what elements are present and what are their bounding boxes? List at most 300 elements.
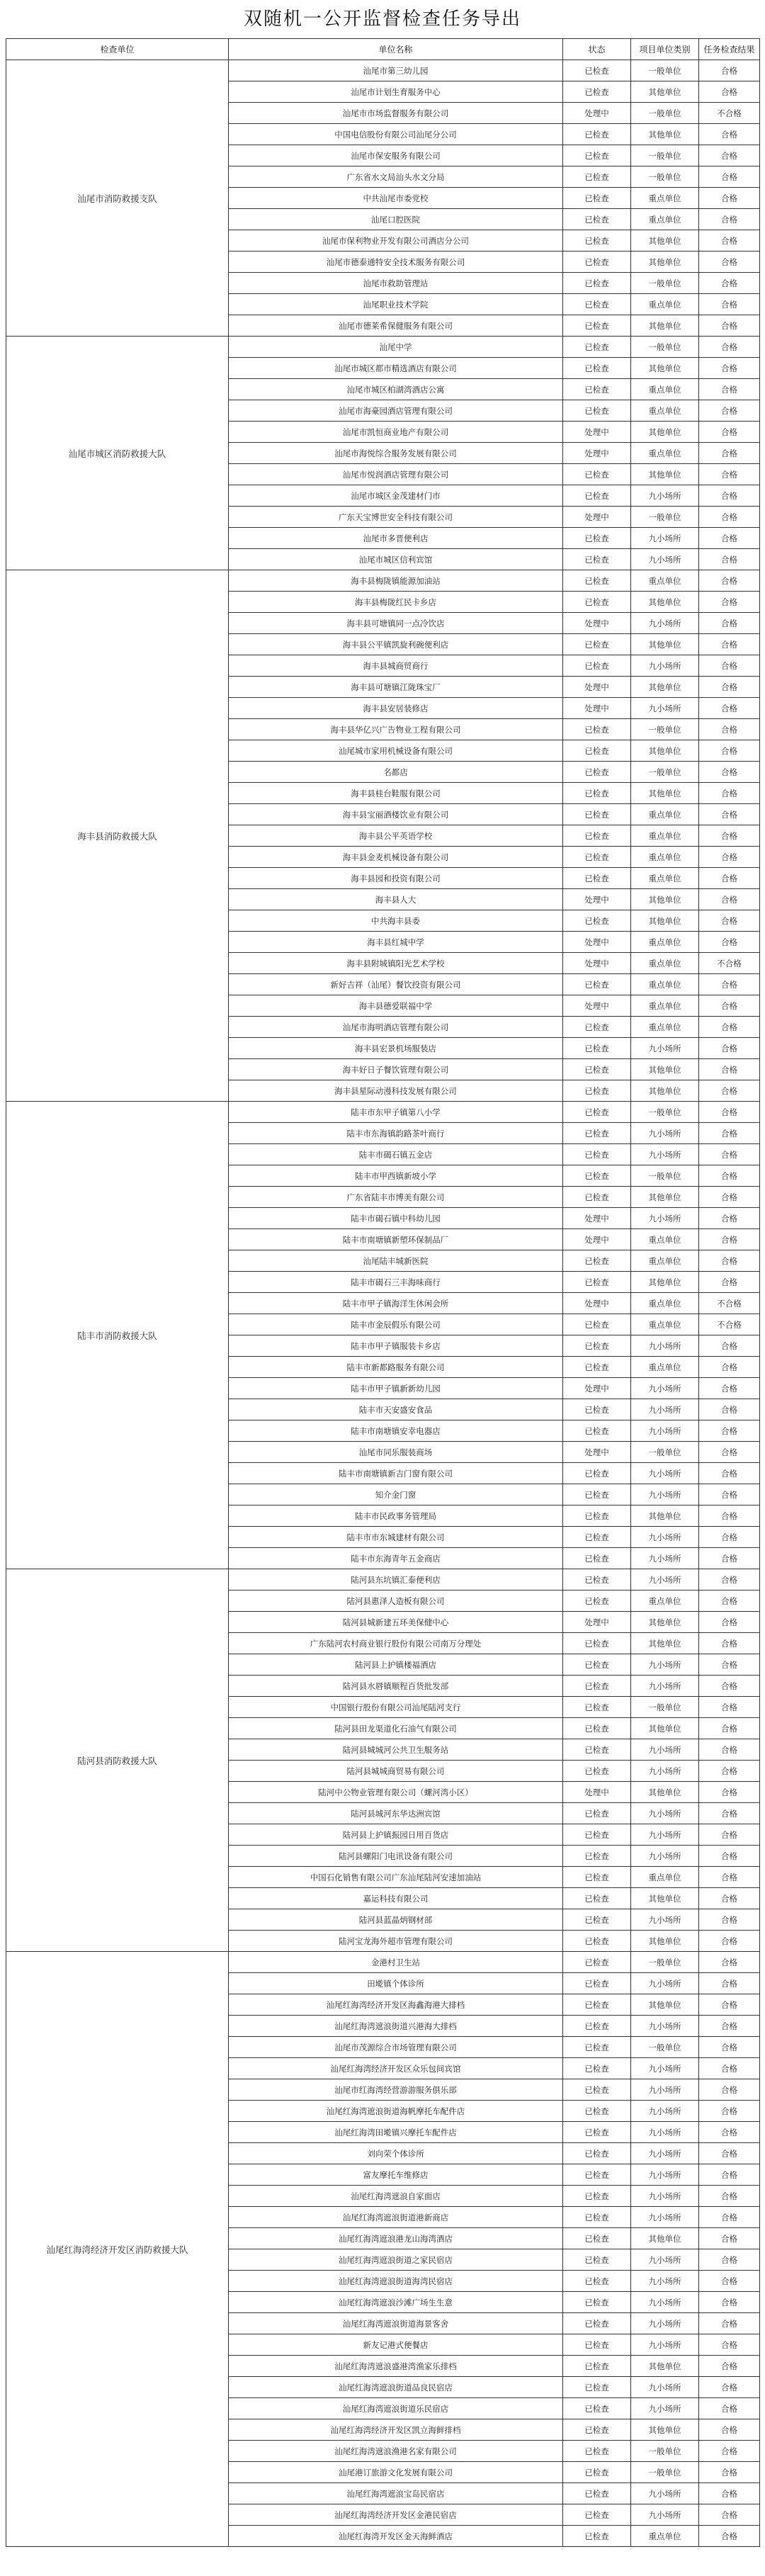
company-name-cell: 汕尾红海湾田墘镇兴摩托车配件店 xyxy=(229,2122,563,2143)
company-name-cell: 汕尾市海豪园酒店管理有限公司 xyxy=(229,400,563,422)
company-name-cell: 汕尾市同乐服装商场 xyxy=(229,1442,563,1463)
result-cell: 合格 xyxy=(699,634,760,655)
status-cell: 已检查 xyxy=(563,1527,631,1548)
status-cell: 已检查 xyxy=(563,1888,631,1909)
table-row xyxy=(6,570,760,592)
category-cell: 其他单位 xyxy=(631,910,699,932)
status-cell: 已检查 xyxy=(563,2207,631,2228)
result-cell: 合格 xyxy=(699,507,760,528)
status-cell: 已检查 xyxy=(563,1739,631,1761)
category-cell: 其他单位 xyxy=(631,889,699,910)
category-cell: 其他单位 xyxy=(631,252,699,273)
status-cell: 已检查 xyxy=(563,315,631,337)
category-cell: 九小场所 xyxy=(631,1484,699,1506)
status-cell: 已检查 xyxy=(563,825,631,847)
result-cell: 合格 xyxy=(699,2483,760,2504)
result-cell: 合格 xyxy=(699,188,760,209)
company-name-cell: 刘向荣个体诊所 xyxy=(229,2143,563,2164)
category-cell: 重点单位 xyxy=(631,1591,699,1612)
status-cell: 已检查 xyxy=(563,740,631,762)
status-cell: 已检查 xyxy=(563,2186,631,2207)
result-cell: 合格 xyxy=(699,2207,760,2228)
status-cell: 已检查 xyxy=(563,1187,631,1208)
category-cell: 其他单位 xyxy=(631,1994,699,2016)
result-cell: 合格 xyxy=(699,2164,760,2186)
result-cell: 合格 xyxy=(699,1123,760,1144)
category-cell: 九小场所 xyxy=(631,2504,699,2526)
table-row xyxy=(6,1569,760,1591)
result-cell: 合格 xyxy=(699,2058,760,2079)
header-result: 任务检查结果 xyxy=(699,39,760,60)
company-name-cell: 汕尾红海湾遮浪宝岛民宿店 xyxy=(229,2483,563,2504)
company-name-cell: 海丰县德爱联福中学 xyxy=(229,995,563,1017)
status-cell: 已检查 xyxy=(563,2101,631,2122)
category-cell: 九小场所 xyxy=(631,2164,699,2186)
company-name-cell: 嘉运科技有限公司 xyxy=(229,1888,563,1909)
category-cell: 九小场所 xyxy=(631,1144,699,1165)
status-cell: 已检查 xyxy=(563,1846,631,1867)
category-cell: 其他单位 xyxy=(631,230,699,252)
category-cell: 九小场所 xyxy=(631,1676,699,1697)
company-name-cell: 陆丰市金辰假乐有限公司 xyxy=(229,1314,563,1335)
company-name-cell: 陆河县城城商贸易有限公司 xyxy=(229,1761,563,1782)
status-cell: 已检查 xyxy=(563,400,631,422)
result-cell: 合格 xyxy=(699,1846,760,1867)
category-cell: 其他单位 xyxy=(631,124,699,145)
status-cell: 已检查 xyxy=(563,1697,631,1718)
category-cell: 九小场所 xyxy=(631,2249,699,2271)
category-cell: 一般单位 xyxy=(631,103,699,124)
company-name-cell: 汕尾红海湾遮浪渔港名家有限公司 xyxy=(229,2441,563,2462)
result-cell: 合格 xyxy=(699,1952,760,1973)
category-cell: 重点单位 xyxy=(631,847,699,868)
result-cell: 合格 xyxy=(699,1080,760,1102)
result-cell: 合格 xyxy=(699,889,760,910)
category-cell: 其他单位 xyxy=(631,2228,699,2249)
status-cell: 已检查 xyxy=(563,188,631,209)
category-cell: 九小场所 xyxy=(631,2398,699,2419)
category-cell: 重点单位 xyxy=(631,995,699,1017)
result-cell: 合格 xyxy=(699,1612,760,1633)
company-name-cell: 陆丰市碣石镇中科幼儿园 xyxy=(229,1208,563,1229)
company-name-cell: 汕尾红海湾遮浪沙滩广场生生意 xyxy=(229,2292,563,2313)
category-cell: 九小场所 xyxy=(631,1548,699,1569)
status-cell: 已检查 xyxy=(563,379,631,400)
company-name-cell: 海丰县附城镇阳光艺术学校 xyxy=(229,953,563,974)
company-name-cell: 陆丰市碣石三丰海味商行 xyxy=(229,1272,563,1293)
result-cell: 合格 xyxy=(699,400,760,422)
category-cell: 一般单位 xyxy=(631,1697,699,1718)
company-name-cell: 海丰好日子餐饮管理有限公司 xyxy=(229,1059,563,1080)
category-cell: 其他单位 xyxy=(631,358,699,379)
company-name-cell: 汕尾红海湾遮浪街道乐民宿店 xyxy=(229,2398,563,2419)
status-cell: 已检查 xyxy=(563,570,631,592)
status-cell: 已检查 xyxy=(563,1335,631,1357)
category-cell: 其他单位 xyxy=(631,783,699,804)
result-cell: 合格 xyxy=(699,528,760,549)
category-cell: 其他单位 xyxy=(631,1612,699,1633)
company-name-cell: 汕尾市多晋便利店 xyxy=(229,528,563,549)
category-cell: 一般单位 xyxy=(631,1952,699,1973)
company-name-cell: 陆丰市碣石镇五金店 xyxy=(229,1144,563,1165)
category-cell: 一般单位 xyxy=(631,2037,699,2058)
company-name-cell: 汕尾市红海湾经营游游服务俱乐部 xyxy=(229,2079,563,2101)
company-name-cell: 广东陆河农村商业银行股份有限公司南万分理处 xyxy=(229,1633,563,1654)
category-cell: 九小场所 xyxy=(631,2122,699,2143)
result-cell: 合格 xyxy=(699,315,760,337)
category-cell: 九小场所 xyxy=(631,1761,699,1782)
result-cell: 合格 xyxy=(699,2441,760,2462)
result-cell: 合格 xyxy=(699,294,760,315)
category-cell: 其他单位 xyxy=(631,2356,699,2377)
page-title: 双随机一公开监督检查任务导出 xyxy=(243,9,521,30)
category-cell: 九小场所 xyxy=(631,2016,699,2037)
category-cell: 重点单位 xyxy=(631,443,699,464)
result-cell: 合格 xyxy=(699,974,760,995)
result-cell: 合格 xyxy=(699,124,760,145)
category-cell: 九小场所 xyxy=(631,1846,699,1867)
status-cell: 已检查 xyxy=(563,1909,631,1931)
category-cell: 其他单位 xyxy=(631,2419,699,2441)
company-name-cell: 汕尾市市场监督服务有限公司 xyxy=(229,103,563,124)
result-cell: 合格 xyxy=(699,2122,760,2143)
company-name-cell: 海丰县公平镇凯旋利碗便利店 xyxy=(229,634,563,655)
result-cell: 合格 xyxy=(699,1357,760,1378)
category-cell: 重点单位 xyxy=(631,400,699,422)
company-name-cell: 汕尾红海湾经济开发区众乐包间宾馆 xyxy=(229,2058,563,2079)
status-cell: 处理中 xyxy=(563,698,631,719)
category-cell: 重点单位 xyxy=(631,188,699,209)
status-cell: 已检查 xyxy=(563,81,631,103)
category-cell: 其他单位 xyxy=(631,1506,699,1527)
category-cell: 九小场所 xyxy=(631,1569,699,1591)
status-cell: 已检查 xyxy=(563,1506,631,1527)
status-cell: 已检查 xyxy=(563,145,631,166)
category-cell: 九小场所 xyxy=(631,1038,699,1059)
result-cell: 合格 xyxy=(699,932,760,953)
status-cell: 已检查 xyxy=(563,719,631,740)
result-cell: 合格 xyxy=(699,1165,760,1187)
result-cell: 合格 xyxy=(699,273,760,294)
result-cell: 合格 xyxy=(699,1506,760,1527)
company-name-cell: 陆丰市甲西镇新坡小学 xyxy=(229,1165,563,1187)
category-cell: 其他单位 xyxy=(631,592,699,613)
status-cell: 处理中 xyxy=(563,1293,631,1314)
company-name-cell: 汕尾职业技术学院 xyxy=(229,294,563,315)
status-cell: 已检查 xyxy=(563,1676,631,1697)
result-cell: 合格 xyxy=(699,422,760,443)
company-name-cell: 陆河县城河东华达洲宾馆 xyxy=(229,1803,563,1824)
result-cell: 合格 xyxy=(699,549,760,570)
status-cell: 已检查 xyxy=(563,1824,631,1846)
status-cell: 已检查 xyxy=(563,1591,631,1612)
category-cell: 重点单位 xyxy=(631,932,699,953)
result-cell: 合格 xyxy=(699,2334,760,2356)
status-cell: 已检查 xyxy=(563,2292,631,2313)
company-name-cell: 海丰县华亿兴广告物业工程有限公司 xyxy=(229,719,563,740)
inspection-unit-cell: 陆河县消防救援大队 xyxy=(6,1569,229,1952)
category-cell: 一般单位 xyxy=(631,762,699,783)
result-cell: 合格 xyxy=(699,1484,760,1506)
status-cell: 处理中 xyxy=(563,1229,631,1250)
result-cell: 合格 xyxy=(699,2504,760,2526)
category-cell: 九小场所 xyxy=(631,1399,699,1420)
category-cell: 九小场所 xyxy=(631,1463,699,1484)
result-cell: 合格 xyxy=(699,1144,760,1165)
result-cell: 合格 xyxy=(699,443,760,464)
header-inspection-unit: 检查单位 xyxy=(6,39,229,60)
status-cell: 已检查 xyxy=(563,592,631,613)
result-cell: 合格 xyxy=(699,2037,760,2058)
status-cell: 已检查 xyxy=(563,2398,631,2419)
status-cell: 已检查 xyxy=(563,485,631,507)
result-cell: 合格 xyxy=(699,1591,760,1612)
result-cell: 合格 xyxy=(699,698,760,719)
company-name-cell: 陆河县上护镇振园日用百货店 xyxy=(229,1824,563,1846)
status-cell: 已检查 xyxy=(563,1272,631,1293)
status-cell: 已检查 xyxy=(563,2504,631,2526)
category-cell: 九小场所 xyxy=(631,613,699,634)
status-cell: 已检查 xyxy=(563,2249,631,2271)
status-cell: 已检查 xyxy=(563,1548,631,1569)
result-cell: 合格 xyxy=(699,1782,760,1803)
result-cell: 合格 xyxy=(699,1697,760,1718)
category-cell: 其他单位 xyxy=(631,740,699,762)
status-cell: 已检查 xyxy=(563,1569,631,1591)
status-cell: 已检查 xyxy=(563,528,631,549)
result-cell: 合格 xyxy=(699,2271,760,2292)
category-cell: 其他单位 xyxy=(631,677,699,698)
status-cell: 已检查 xyxy=(563,1038,631,1059)
category-cell: 重点单位 xyxy=(631,209,699,230)
category-cell: 其他单位 xyxy=(631,634,699,655)
result-cell: 合格 xyxy=(699,1909,760,1931)
result-cell: 合格 xyxy=(699,379,760,400)
result-cell: 合格 xyxy=(699,1739,760,1761)
status-cell: 处理中 xyxy=(563,889,631,910)
table-body xyxy=(6,60,760,2547)
company-name-cell: 海丰县可塘镇江陇珠宝厂 xyxy=(229,677,563,698)
status-cell: 已检查 xyxy=(563,868,631,889)
company-name-cell: 富友摩托车维修店 xyxy=(229,2164,563,2186)
status-cell: 已检查 xyxy=(563,2334,631,2356)
result-cell: 合格 xyxy=(699,1888,760,1909)
result-cell: 合格 xyxy=(699,783,760,804)
category-cell: 九小场所 xyxy=(631,2313,699,2334)
category-cell: 重点单位 xyxy=(631,2526,699,2547)
category-cell: 一般单位 xyxy=(631,337,699,358)
company-name-cell: 广东省陆丰市博美有限公司 xyxy=(229,1187,563,1208)
status-cell: 处理中 xyxy=(563,677,631,698)
category-cell: 重点单位 xyxy=(631,1229,699,1250)
result-cell: 合格 xyxy=(699,1463,760,1484)
company-name-cell: 海丰县宏景机场服装店 xyxy=(229,1038,563,1059)
status-cell: 已检查 xyxy=(563,1994,631,2016)
status-cell: 处理中 xyxy=(563,1442,631,1463)
company-name-cell: 海丰县红城中学 xyxy=(229,932,563,953)
status-cell: 已检查 xyxy=(563,847,631,868)
company-name-cell: 汕尾红海湾遮浪盛港湾渔家乐排档 xyxy=(229,2356,563,2377)
category-cell: 重点单位 xyxy=(631,804,699,825)
result-cell: 合格 xyxy=(699,2313,760,2334)
company-name-cell: 广东省水文局汕头水文分局 xyxy=(229,166,563,188)
result-cell: 合格 xyxy=(699,2419,760,2441)
category-cell: 其他单位 xyxy=(631,1931,699,1952)
status-cell: 已检查 xyxy=(563,1144,631,1165)
category-cell: 一般单位 xyxy=(631,273,699,294)
category-cell: 九小场所 xyxy=(631,2101,699,2122)
category-cell: 九小场所 xyxy=(631,2271,699,2292)
company-name-cell: 陆河县东坑镇汇泰便利店 xyxy=(229,1569,563,1591)
category-cell: 其他单位 xyxy=(631,464,699,485)
category-cell: 其他单位 xyxy=(631,1059,699,1080)
result-cell: 合格 xyxy=(699,485,760,507)
category-cell: 一般单位 xyxy=(631,1102,699,1123)
company-name-cell: 陆河县城新建五环美保健中心 xyxy=(229,1612,563,1633)
status-cell: 已检查 xyxy=(563,1931,631,1952)
company-name-cell: 陆丰市东海青年五金商店 xyxy=(229,1548,563,1569)
company-name-cell: 汕尾市城区柏湖湾酒店公寓 xyxy=(229,379,563,400)
company-name-cell: 陆河县蓝晶炳钢材部 xyxy=(229,1909,563,1931)
category-cell: 一般单位 xyxy=(631,166,699,188)
category-cell: 重点单位 xyxy=(631,953,699,974)
table-row xyxy=(6,60,760,81)
result-cell: 合格 xyxy=(699,145,760,166)
result-cell: 合格 xyxy=(699,464,760,485)
result-cell: 合格 xyxy=(699,1059,760,1080)
company-name-cell: 汕尾市悦润酒店管理有限公司 xyxy=(229,464,563,485)
result-cell: 合格 xyxy=(699,2079,760,2101)
category-cell: 其他单位 xyxy=(631,81,699,103)
result-cell: 合格 xyxy=(699,677,760,698)
company-name-cell: 陆河县城城河公共卫生服务站 xyxy=(229,1739,563,1761)
category-cell: 一般单位 xyxy=(631,1442,699,1463)
company-name-cell: 汕尾市德泰通特安全技术服务有限公司 xyxy=(229,252,563,273)
status-cell: 已检查 xyxy=(563,783,631,804)
company-name-cell: 海丰县梅陇红民卡乡店 xyxy=(229,592,563,613)
status-cell: 处理中 xyxy=(563,443,631,464)
status-cell: 已检查 xyxy=(563,252,631,273)
category-cell: 一般单位 xyxy=(631,1165,699,1187)
company-name-cell: 陆丰市甲子镇新新幼儿园 xyxy=(229,1378,563,1399)
company-name-cell: 陆丰市新都路服务有限公司 xyxy=(229,1357,563,1378)
category-cell: 重点单位 xyxy=(631,570,699,592)
status-cell: 已检查 xyxy=(563,1867,631,1888)
category-cell: 九小场所 xyxy=(631,2079,699,2101)
category-cell: 一般单位 xyxy=(631,2441,699,2462)
company-name-cell: 汕尾口腔医院 xyxy=(229,209,563,230)
result-cell: 合格 xyxy=(699,592,760,613)
category-cell: 九小场所 xyxy=(631,2292,699,2313)
result-cell: 合格 xyxy=(699,1569,760,1591)
status-cell: 处理中 xyxy=(563,613,631,634)
result-cell: 合格 xyxy=(699,166,760,188)
company-name-cell: 新好吉祥（汕尾）餐饮投资有限公司 xyxy=(229,974,563,995)
result-cell: 合格 xyxy=(699,2016,760,2037)
header-row xyxy=(6,39,760,60)
category-cell: 九小场所 xyxy=(631,1335,699,1357)
result-cell: 合格 xyxy=(699,252,760,273)
status-cell: 已检查 xyxy=(563,1080,631,1102)
category-cell: 九小场所 xyxy=(631,698,699,719)
result-cell: 合格 xyxy=(699,1187,760,1208)
status-cell: 已检查 xyxy=(563,2164,631,2186)
category-cell: 一般单位 xyxy=(631,145,699,166)
company-name-cell: 金港村卫生站 xyxy=(229,1952,563,1973)
company-name-cell: 汕尾红海湾遮浪街道港新商店 xyxy=(229,2207,563,2228)
status-cell: 已检查 xyxy=(563,209,631,230)
company-name-cell: 汕尾市德莱希保健服务有限公司 xyxy=(229,315,563,337)
company-name-cell: 海丰县园和投资有限公司 xyxy=(229,868,563,889)
result-cell: 合格 xyxy=(699,910,760,932)
company-name-cell: 汕尾城市家用机械设备有限公司 xyxy=(229,740,563,762)
company-name-cell: 汕尾红海湾遮浪自家面店 xyxy=(229,2186,563,2207)
company-name-cell: 陆河县惠泽人造板有限公司 xyxy=(229,1591,563,1612)
result-cell: 合格 xyxy=(699,995,760,1017)
status-cell: 已检查 xyxy=(563,1123,631,1144)
result-cell: 不合格 xyxy=(699,103,760,124)
status-cell: 已检查 xyxy=(563,1165,631,1187)
company-name-cell: 田墘镇个体诊所 xyxy=(229,1973,563,1994)
status-cell: 已检查 xyxy=(563,1952,631,1973)
category-cell: 九小场所 xyxy=(631,1123,699,1144)
inspection-unit-cell: 陆丰市消防救援大队 xyxy=(6,1102,229,1569)
status-cell: 已检查 xyxy=(563,2462,631,2483)
company-name-cell: 陆丰市甲子镇服装卡乡店 xyxy=(229,1335,563,1357)
category-cell: 重点单位 xyxy=(631,1017,699,1038)
result-cell: 合格 xyxy=(699,1527,760,1548)
category-cell: 九小场所 xyxy=(631,1420,699,1442)
header-company-name: 单位名称 xyxy=(229,39,563,60)
status-cell: 已检查 xyxy=(563,1633,631,1654)
company-name-cell: 陆河县螺阳门电讯设备有限公司 xyxy=(229,1846,563,1867)
category-cell: 重点单位 xyxy=(631,1314,699,1335)
result-cell: 合格 xyxy=(699,1931,760,1952)
result-cell: 合格 xyxy=(699,847,760,868)
company-name-cell: 汕尾红海湾遮浪街道之家民宿店 xyxy=(229,2249,563,2271)
company-name-cell: 汕尾红海湾遮浪街道海景客舍 xyxy=(229,2313,563,2334)
result-cell: 合格 xyxy=(699,1378,760,1399)
status-cell: 已检查 xyxy=(563,1484,631,1506)
result-cell: 合格 xyxy=(699,719,760,740)
category-cell: 其他单位 xyxy=(631,1080,699,1102)
result-cell: 合格 xyxy=(699,1442,760,1463)
company-name-cell: 新友记港式便餐店 xyxy=(229,2334,563,2356)
status-cell: 已检查 xyxy=(563,166,631,188)
status-cell: 已检查 xyxy=(563,337,631,358)
company-name-cell: 中国石化销售有限公司广东汕尾陆河安速加油站 xyxy=(229,1867,563,1888)
company-name-cell: 中共海丰县委 xyxy=(229,910,563,932)
table-row xyxy=(6,1102,760,1123)
category-cell: 九小场所 xyxy=(631,1824,699,1846)
status-cell: 已检查 xyxy=(563,1399,631,1420)
status-cell: 已检查 xyxy=(563,2228,631,2249)
result-cell: 合格 xyxy=(699,2398,760,2419)
category-cell: 重点单位 xyxy=(631,379,699,400)
result-cell: 合格 xyxy=(699,762,760,783)
company-name-cell: 汕尾红海湾经济开发区海鑫海港大排档 xyxy=(229,1994,563,2016)
result-cell: 合格 xyxy=(699,1676,760,1697)
status-cell: 已检查 xyxy=(563,2079,631,2101)
company-name-cell: 汕尾红海湾开发区金天海鲜酒店 xyxy=(229,2526,563,2547)
category-cell: 重点单位 xyxy=(631,825,699,847)
status-cell: 处理中 xyxy=(563,995,631,1017)
status-cell: 已检查 xyxy=(563,1314,631,1335)
result-cell: 合格 xyxy=(699,1718,760,1739)
result-cell: 合格 xyxy=(699,337,760,358)
status-cell: 已检查 xyxy=(563,2016,631,2037)
category-cell: 九小场所 xyxy=(631,1378,699,1399)
